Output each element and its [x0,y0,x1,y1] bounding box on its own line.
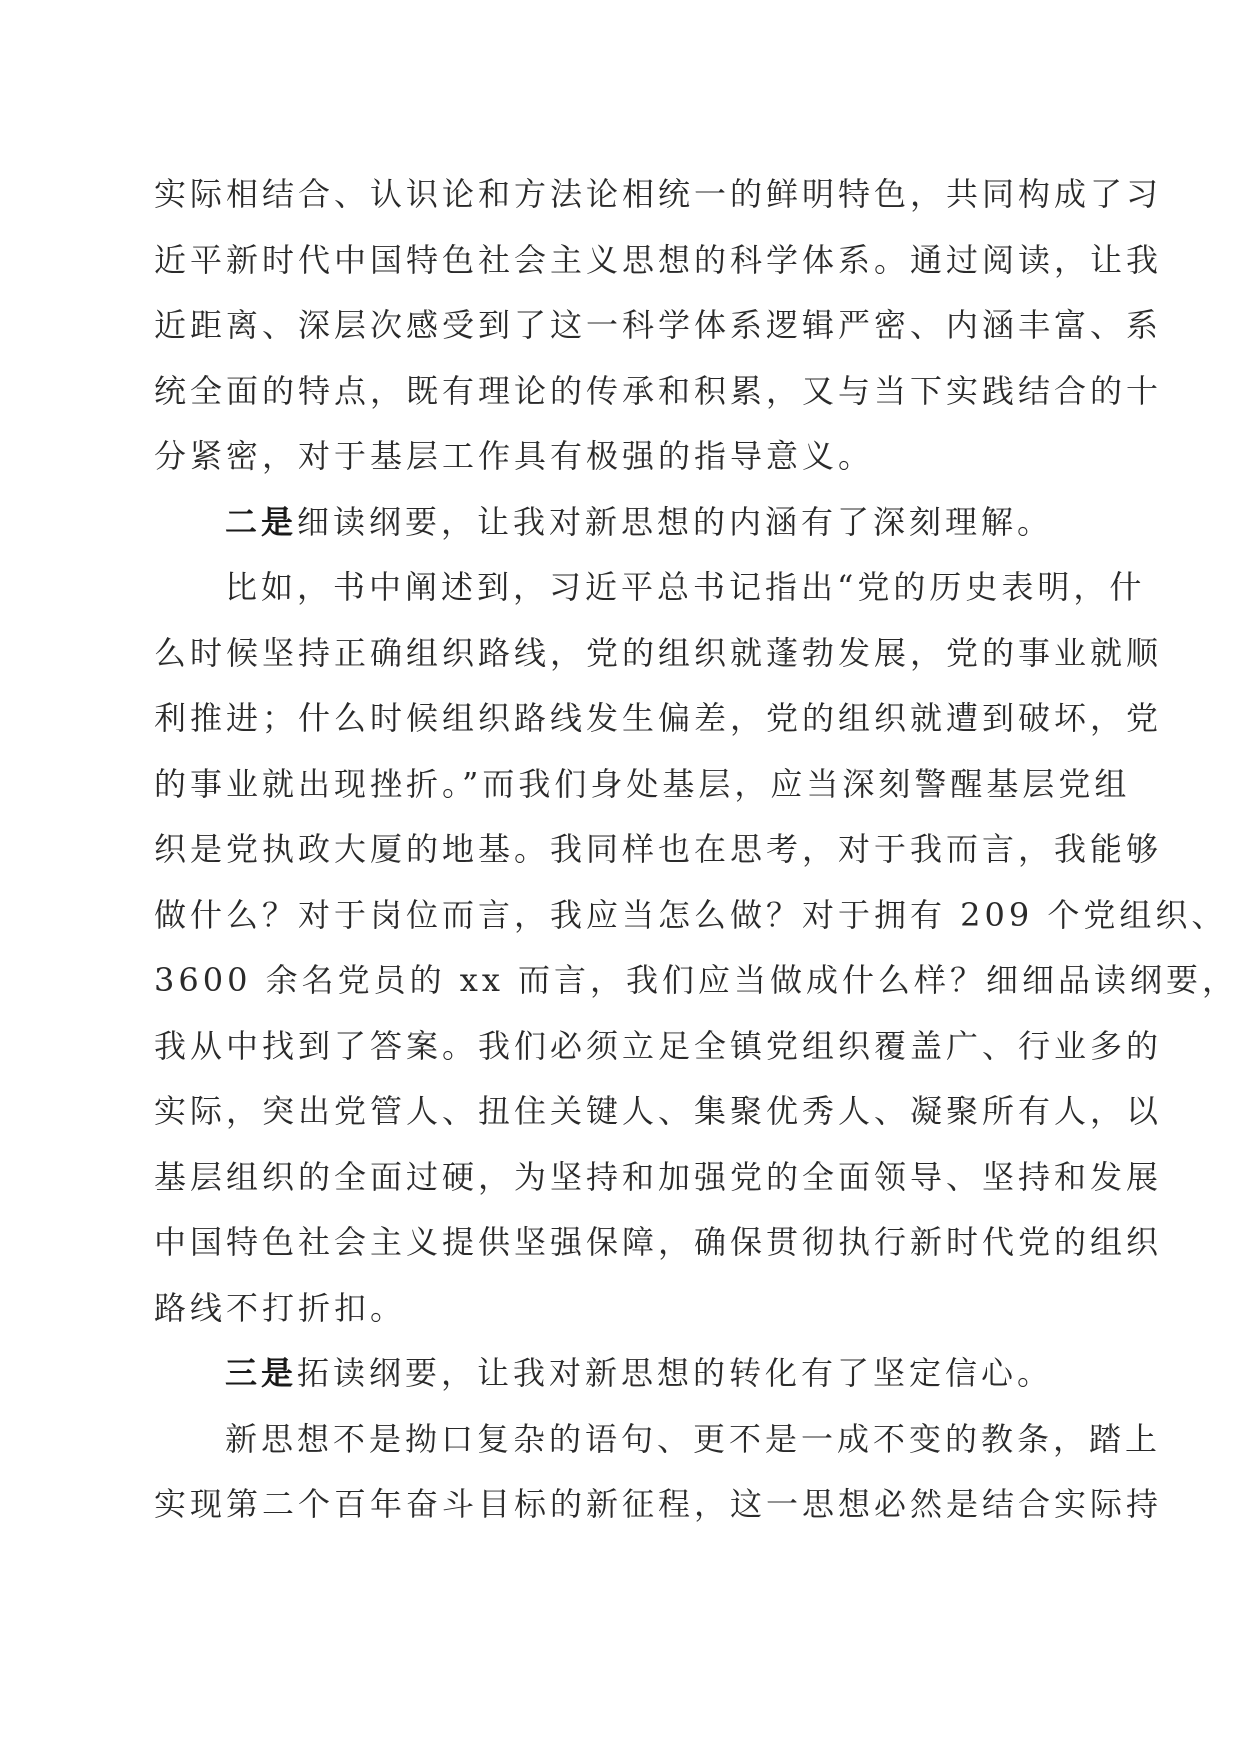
body-text [154,162,1239,1538]
text-line: 实现第二个百年奋斗目标的新征程，这一思想必然是结合实际持 [154,1485,1163,1523]
paragraph-new-thought [154,1407,1163,1538]
paragraph-example [154,555,1239,1341]
point-three-lead: 三是 [225,1354,298,1392]
text-line: 比如，书中阐述到，习近平总书记指出“党的历史表明，什 [225,568,1146,606]
text-line: 近距离、深层次感受到了这一科学体系逻辑严密、内涵丰富、系 [154,306,1163,344]
text-line: 的事业就出现挫折。”而我们身处基层，应当深刻警醒基层党组 [154,764,1131,803]
text-line: 近平新时代中国特色社会主义思想的科学体系。通过阅读，让我 [154,240,1163,279]
point-two-text: 细读纲要，让我对新思想的内涵有了深刻理解。 [297,502,1054,541]
text-line: 做什么？对于岗位而言，我应当怎么做？对于拥有 209 个党组织、 [154,895,1228,934]
point-three-heading [154,1341,1084,1407]
text-line: 分紧密，对于基层工作具有极强的指导意义。 [154,437,875,475]
point-two-heading [154,490,1084,556]
text-line: 基层组织的全面过硬，为坚持和加强党的全面领导、坚持和发展 [154,1157,1163,1196]
text-line: 3600 余名党员的 xx 而言，我们应当做成什么样？细细品读纲要， [154,961,1239,999]
point-two-lead: 二是 [225,502,298,541]
text-line: 我从中找到了答案。我们必须立足全镇党组织覆盖广、行业多的 [154,1026,1163,1065]
text-line: 利推进；什么时候组织路线发生偏差，党的组织就遭到破坏，党 [154,699,1163,737]
paragraph-continuation [154,162,1163,490]
text-line: 实际，突出党管人、扭住关键人、集聚优秀人、凝聚所有人，以 [154,1092,1163,1130]
text-line: 路线不打折扣。 [154,1288,407,1327]
text-line: 统全面的特点，既有理论的传承和积累，又与当下实践结合的十 [154,371,1163,410]
point-three-text: 拓读纲要，让我对新思想的转化有了坚定信心。 [297,1354,1054,1392]
text-line: 织是党执政大厦的地基。我同样也在思考，对于我而言，我能够 [154,830,1163,868]
text-line: 么时候坚持正确组织路线，党的组织就蓬勃发展，党的事业就顺 [154,633,1163,672]
text-line: 实际相结合、认识论和方法论相统一的鲜明特色，共同构成了习 [154,175,1163,213]
text-line: 新思想不是拗口复杂的语句、更不是一成不变的教条，踏上 [225,1419,1162,1458]
text-line: 中国特色社会主义提供坚强保障，确保贯彻执行新时代党的组织 [154,1223,1163,1261]
